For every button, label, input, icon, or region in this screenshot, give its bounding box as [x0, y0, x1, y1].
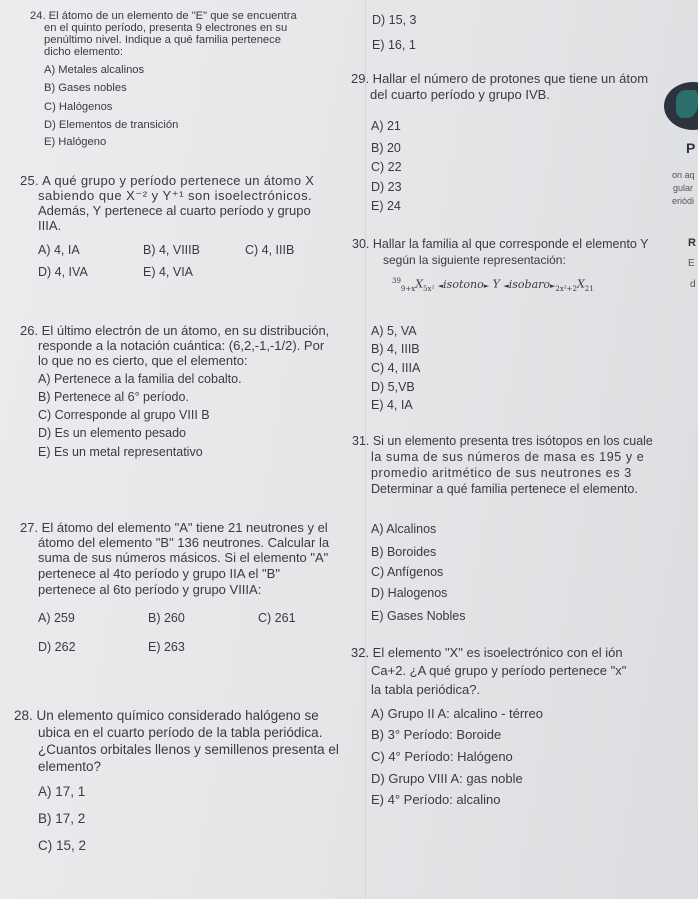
- q27-option: E) 263: [148, 640, 185, 654]
- q31-line4: Determinar a qué familia pertenece el elemento.: [371, 482, 638, 496]
- q29-option: C) 22: [371, 160, 402, 174]
- q30-option: C) 4, IIIA: [371, 361, 421, 375]
- q25-option: B) 4, VIIIB: [143, 243, 200, 257]
- q31-line1: 31. Si un elemento presenta tres isótopos en los cuale: [352, 434, 653, 448]
- edge-fragment: on aq: [672, 170, 695, 180]
- q28-option: A) 17, 1: [38, 784, 86, 799]
- q29-option: A) 21: [371, 119, 401, 133]
- edge-fragment: gular: [673, 183, 694, 193]
- q32-option: A) Grupo II A: alcalino - térreo: [371, 706, 543, 721]
- edge-fragment: P: [686, 140, 696, 156]
- q31-option: C) Anfígenos: [371, 565, 444, 579]
- q26-line3: lo que no es cierto, que el elemento:: [38, 353, 248, 368]
- q24-option: C) Halógenos: [44, 101, 113, 113]
- q32-option: D) Grupo VIII A: gas noble: [371, 771, 523, 786]
- q30-option: D) 5,VB: [371, 380, 415, 394]
- q32-line1: 32. El elemento "X" es isoelectrónico con el ión: [351, 645, 623, 660]
- q26-option: E) Es un metal representativo: [38, 445, 203, 459]
- q26-option: C) Corresponde al grupo VIII B: [38, 408, 210, 422]
- q31-option: E) Gases Nobles: [371, 609, 466, 623]
- q24-option: B) Gases nobles: [44, 82, 127, 94]
- q30-line2: según la siguiente representación:: [383, 253, 566, 267]
- formula-right-pre: 2x²+2: [555, 284, 577, 293]
- q24-line2: en el quinto período, presenta 9 electrones en su: [44, 22, 288, 34]
- q28-line1: 28. Un elemento químico considerado halógeno se: [14, 708, 319, 723]
- q24-option: D) Elementos de transición: [44, 119, 179, 131]
- q30-line1: 30. Hallar la familia al que corresponde el elemento Y: [352, 237, 649, 251]
- q32-line2: Ca+2. ¿A qué grupo y período pertenece "x": [371, 663, 627, 678]
- q27-line3: suma de sus números másicos. Si el elemento "A": [38, 550, 329, 565]
- column-divider: [365, 0, 366, 899]
- q31-line3: promedio aritmético de sus neutrones es 3: [371, 466, 632, 480]
- q24-option: E) Halógeno: [44, 136, 107, 148]
- q24-line1: 24. El átomo de un elemento de "E" que se encuentra: [30, 10, 297, 22]
- q29-line2: del cuarto período y grupo IVB.: [370, 87, 550, 102]
- q31-option: B) Boroides: [371, 545, 437, 559]
- q28-option: C) 15, 2: [38, 838, 87, 853]
- formula-left-atomic: 9+x: [400, 284, 416, 293]
- formula-right-sub: 21: [584, 284, 594, 293]
- q26-line1: 26. El último electrón de un átomo, en su distribución,: [20, 323, 330, 338]
- q30-formula: [392, 277, 594, 293]
- q27-line2: átomo del elemento "B" 136 neutrones. Calcular la: [38, 535, 330, 550]
- q27-line5: pertenece al 6to período y grupo VIIIA:: [38, 582, 262, 597]
- q24-line4: dicho elemento:: [44, 46, 123, 58]
- q29-option: E) 24: [371, 199, 401, 213]
- q24-option: A) Metales alcalinos: [44, 64, 145, 76]
- q25-line1: 25. A qué grupo y período pertenece un átomo X: [20, 173, 315, 188]
- q25-option: C) 4, IIIB: [245, 243, 295, 257]
- q31-option: D) Halogenos: [371, 586, 448, 600]
- q28-option: B) 17, 2: [38, 811, 86, 826]
- q29-line1: 29. Hallar el número de protones que tiene un átom: [351, 71, 649, 86]
- q25-option: A) 4, IA: [38, 243, 80, 257]
- q25-line4: IIIA.: [38, 218, 62, 233]
- q24-line3: penúltimo nivel. Indique a qué familia pertenece: [44, 34, 281, 46]
- q25-option: E) 4, VIA: [143, 265, 194, 279]
- q29-option: B) 20: [371, 141, 401, 155]
- isotono-label: isotono: [443, 277, 484, 291]
- isobaro-label: isobaro: [508, 277, 551, 291]
- edge-fragment: E: [688, 258, 695, 269]
- q27-option: B) 260: [148, 611, 185, 625]
- q26-line2: responde a la notación cuántica: (6,2,-1,-1/2). Por: [38, 338, 325, 353]
- q25-line2: sabiendo que X⁻² y Y⁺¹ son isoelectrónicos.: [38, 188, 313, 203]
- formula-middle-symbol: Y: [492, 277, 500, 291]
- q31-option: A) Alcalinos: [371, 522, 437, 536]
- q27-option: D) 262: [38, 640, 76, 654]
- q30-option: A) 5, VA: [371, 324, 417, 338]
- q26-option: B) Pertenece al 6° período.: [38, 390, 189, 404]
- q27-line1: 27. El átomo del elemento "A" tiene 21 neutrones y el: [20, 520, 328, 535]
- edge-teal-shape: [676, 90, 698, 118]
- q27-line4: pertenece al 4to período y grupo IIA el "B": [38, 566, 280, 581]
- formula-left-symbol: X: [415, 277, 424, 291]
- q28-option-e: E) 16, 1: [372, 38, 416, 52]
- q32-option: C) 4° Período: Halógeno: [371, 749, 513, 764]
- formula-right-symbol: X: [576, 277, 585, 291]
- q28-option-d: D) 15, 3: [372, 13, 417, 27]
- q32-option: E) 4° Período: alcalino: [371, 792, 501, 807]
- q30-option: E) 4, IA: [371, 398, 413, 412]
- q28-line2: ubica en el cuarto período de la tabla periódica.: [38, 725, 323, 740]
- q25-option: D) 4, IVA: [38, 265, 88, 279]
- formula-left-mass: 39: [392, 277, 401, 285]
- q27-option: A) 259: [38, 611, 75, 625]
- edge-fragment: R: [688, 237, 696, 249]
- formula-left-sub: 5x²: [423, 284, 435, 293]
- q25-line3: Además, Y pertenece al cuarto período y grupo: [38, 203, 311, 218]
- q31-line2: la suma de sus números de masa es 195 y e: [371, 450, 645, 464]
- isotono-arrow: [438, 278, 489, 291]
- q26-option: A) Pertenece a la familia del cobalto.: [38, 372, 242, 386]
- edge-fragment: d: [690, 279, 696, 290]
- edge-fragment: eriódi: [672, 196, 695, 206]
- q28-line4: elemento?: [38, 759, 102, 774]
- q30-option: B) 4, IIIB: [371, 342, 420, 356]
- q32-line3: la tabla periódica?.: [371, 682, 481, 697]
- q29-option: D) 23: [371, 180, 402, 194]
- q26-option: D) Es un elemento pesado: [38, 426, 187, 440]
- q27-option: C) 261: [258, 611, 296, 625]
- isobaro-arrow: [503, 278, 555, 291]
- q28-line3: ¿Cuantos orbitales llenos y semillenos presenta el: [38, 742, 339, 757]
- q32-option: B) 3° Período: Boroide: [371, 727, 502, 742]
